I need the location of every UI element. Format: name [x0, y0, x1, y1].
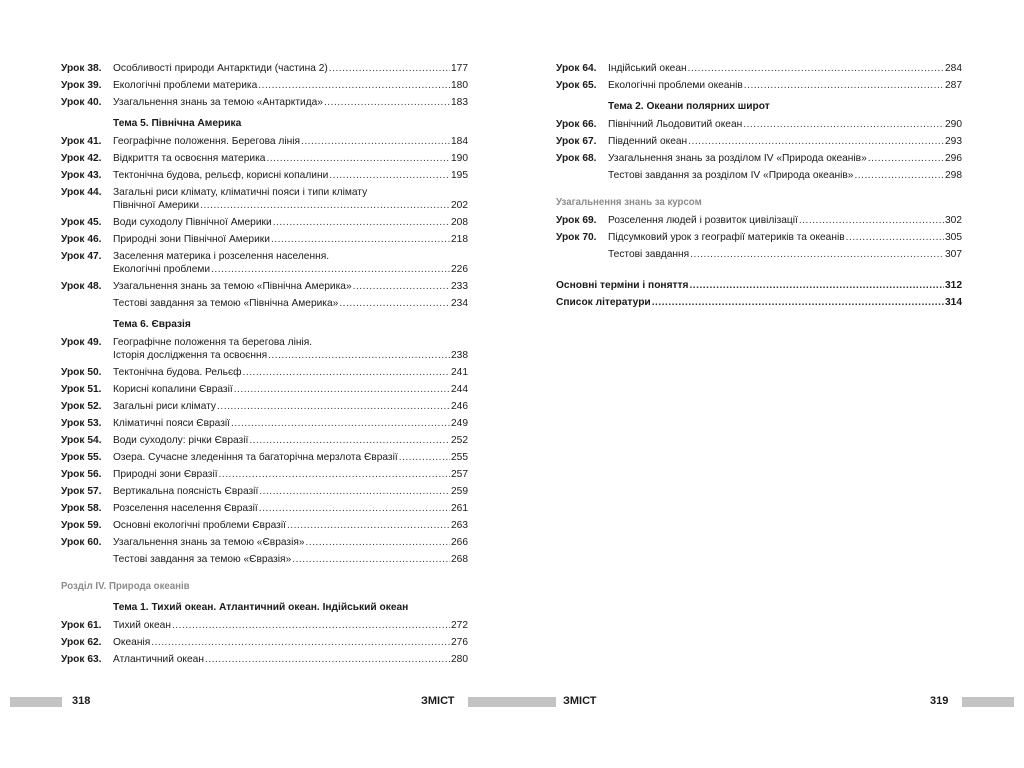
- entry-line: [113, 199, 468, 212]
- entry-text: [113, 553, 468, 566]
- dot-leader: [217, 400, 450, 413]
- entry-line: [113, 280, 468, 293]
- section-heading: Розділ IV. Природа океанів: [61, 580, 190, 592]
- entry-line: [113, 434, 468, 447]
- toc-entry[interactable]: [61, 366, 468, 379]
- left-page-toc: [61, 62, 468, 670]
- entry-line: [113, 297, 468, 310]
- entry-text: [608, 62, 962, 75]
- page-number: 249: [451, 418, 468, 429]
- entry-title: Розселення людей і розвиток цивілізації: [608, 215, 798, 226]
- entry-title: Географічне положення та берегова лінія.: [113, 337, 313, 348]
- topic-heading: Тема 1. Тихий океан. Атлантичний океан. Індійський океан: [113, 602, 409, 613]
- lesson-number: Урок 65.: [556, 80, 597, 91]
- entry-text: [608, 79, 962, 92]
- entry-text: [113, 216, 468, 229]
- entry-line: [113, 79, 468, 92]
- dot-leader: [329, 169, 450, 182]
- page-number: 252: [451, 435, 468, 446]
- entry-title: Південний океан: [608, 136, 688, 147]
- footer-page-number-right: 319: [930, 695, 949, 707]
- entry-text: [113, 434, 468, 447]
- entry-line: [608, 79, 962, 92]
- entry-text: [113, 519, 468, 532]
- entry-text: [113, 280, 468, 293]
- toc-entry[interactable]: [61, 468, 468, 481]
- dot-leader: [271, 233, 450, 246]
- toc-entry[interactable]: [61, 169, 468, 182]
- entry-title: Води суходолу: річки Євразії: [113, 435, 249, 446]
- page-number: 296: [945, 153, 962, 164]
- entry-line: [113, 519, 468, 532]
- entry-text: [113, 468, 468, 481]
- page-number: 180: [451, 80, 468, 91]
- entry-text: [608, 231, 962, 244]
- entry-text: [113, 451, 468, 464]
- entry-line: [113, 502, 468, 515]
- dot-leader: [151, 636, 450, 649]
- right-page-toc: [556, 62, 962, 313]
- entry-title: Тектонічна будова, рельєф, корисні копалини: [113, 170, 329, 181]
- toc-entry[interactable]: [556, 214, 962, 227]
- page-number: 268: [451, 554, 468, 565]
- entry-line: [113, 451, 468, 464]
- lesson-number: Урок 69.: [556, 215, 597, 226]
- entry-title: Підсумковий урок з географії материків та океанів: [608, 232, 845, 243]
- entry-text: [113, 135, 468, 148]
- dot-leader: [399, 451, 450, 464]
- entry-title: Вертикальна поясність Євразії: [113, 486, 259, 497]
- entry-title: Атлантичний океан: [113, 654, 204, 665]
- entry-text: [113, 186, 468, 212]
- page-number: 195: [451, 170, 468, 181]
- lesson-number: Урок 53.: [61, 418, 102, 429]
- dot-leader: [200, 199, 450, 212]
- dot-leader: [266, 152, 450, 165]
- toc-entry[interactable]: [61, 336, 468, 362]
- entry-line: [113, 349, 468, 362]
- dot-leader: [329, 62, 450, 75]
- entry-line: [608, 248, 962, 261]
- entry-text: [556, 296, 962, 309]
- entry-line: [113, 383, 468, 396]
- entry-text: [113, 62, 468, 75]
- lesson-number: Урок 64.: [556, 63, 597, 74]
- toc-entry[interactable]: [61, 553, 468, 566]
- dot-leader: [268, 349, 450, 362]
- entry-title: Тихий океан: [113, 620, 171, 631]
- toc-entry[interactable]: [61, 250, 468, 276]
- footer-title-right: ЗМІСТ: [563, 695, 597, 707]
- page-number: 293: [945, 136, 962, 147]
- entry-title: Узагальнення знань за темою «Євразія»: [113, 537, 305, 548]
- entry-text: [113, 653, 468, 666]
- page-number: 263: [451, 520, 468, 531]
- entry-title: Тестові завдання за темою «Північна Америка»: [113, 298, 339, 309]
- toc-entry[interactable]: [61, 536, 468, 549]
- page-number: 312: [945, 280, 962, 291]
- toc-entry[interactable]: [61, 135, 468, 148]
- toc-entry[interactable]: [61, 485, 468, 498]
- toc-entry[interactable]: [61, 619, 468, 632]
- topic-heading: Тема 6. Євразія: [113, 319, 191, 330]
- page-number: 208: [451, 217, 468, 228]
- toc-entry[interactable]: [61, 434, 468, 447]
- entry-line: [113, 619, 468, 632]
- lesson-number: Урок 51.: [61, 384, 102, 395]
- entry-title: Тестові завдання: [608, 249, 690, 260]
- toc-entry[interactable]: [556, 62, 962, 75]
- entry-title: Загальні риси клімату, кліматичні пояси і типи клімату: [113, 187, 368, 198]
- entry-text: [608, 214, 962, 227]
- lesson-number: Урок 58.: [61, 503, 102, 514]
- toc-entry[interactable]: [61, 653, 468, 666]
- dot-leader: [688, 62, 944, 75]
- entry-text: [113, 233, 468, 246]
- entry-text: [113, 485, 468, 498]
- entry-text: [113, 536, 468, 549]
- dot-leader: [868, 152, 944, 165]
- toc-entry[interactable]: [61, 383, 468, 396]
- toc-entry[interactable]: [61, 216, 468, 229]
- page-number: 190: [451, 153, 468, 164]
- entry-line: [113, 263, 468, 276]
- entry-title: Історія дослідження та освоєння: [113, 350, 268, 361]
- lesson-number: Урок 70.: [556, 232, 597, 243]
- entry-text: [608, 152, 962, 165]
- footer-title-left: ЗМІСТ: [421, 695, 455, 707]
- entry-title: Особливості природи Антарктиди (частина 2): [113, 63, 328, 74]
- entry-text: [113, 366, 468, 379]
- page-number: 177: [451, 63, 468, 74]
- entry-line: [113, 152, 468, 165]
- dot-leader: [689, 279, 944, 292]
- entry-title: Природні зони Північної Америки: [113, 234, 270, 245]
- dot-leader: [287, 519, 450, 532]
- entry-text: [113, 636, 468, 649]
- entry-text: [113, 250, 468, 276]
- dot-leader: [172, 619, 450, 632]
- toc-entry[interactable]: [556, 231, 962, 244]
- dot-leader: [846, 231, 944, 244]
- lesson-number: Урок 49.: [61, 337, 102, 348]
- dot-leader: [243, 366, 450, 379]
- entry-title: Озера. Сучасне зледеніння та багаторічна мерзлота Євразії: [113, 452, 398, 463]
- toc-entry[interactable]: [61, 502, 468, 515]
- page-number: 184: [451, 136, 468, 147]
- page-number: 233: [451, 281, 468, 292]
- entry-title: Екологічні проблеми: [113, 264, 211, 275]
- toc-entry[interactable]: [556, 152, 962, 165]
- toc-entry[interactable]: [556, 169, 962, 182]
- lesson-number: Урок 44.: [61, 187, 102, 198]
- dot-leader: [743, 118, 944, 131]
- toc-entry[interactable]: [61, 297, 468, 310]
- dot-leader: [273, 216, 450, 229]
- entry-line: [608, 169, 962, 182]
- toc-entry[interactable]: [61, 636, 468, 649]
- page-number: 244: [451, 384, 468, 395]
- entry-text: [608, 118, 962, 131]
- dot-leader: [799, 214, 944, 227]
- entry-line: [608, 135, 962, 148]
- entry-title: Тестові завдання за темою «Євразія»: [113, 554, 292, 565]
- footer-bar-left: [10, 697, 62, 707]
- entry-text: [608, 169, 962, 182]
- footer-bar-right: [962, 697, 1014, 707]
- lesson-number: Урок 50.: [61, 367, 102, 378]
- lesson-number: Урок 38.: [61, 63, 102, 74]
- page-number: 202: [451, 200, 468, 211]
- entry-title: Екологічні проблеми материка: [113, 80, 258, 91]
- toc-entry[interactable]: [556, 248, 962, 261]
- dot-leader: [339, 297, 450, 310]
- entry-line: [113, 636, 468, 649]
- lesson-number: Урок 39.: [61, 80, 102, 91]
- dot-leader: [744, 79, 944, 92]
- entry-line: [113, 536, 468, 549]
- lesson-number: Урок 68.: [556, 153, 597, 164]
- toc-entry[interactable]: [61, 400, 468, 413]
- entry-title: Природні зони Євразії: [113, 469, 218, 480]
- topic-heading: Тема 5. Північна Америка: [113, 118, 242, 129]
- entry-line: [113, 336, 468, 349]
- entry-line: [608, 214, 962, 227]
- entry-text: [113, 417, 468, 430]
- lesson-number: Урок 48.: [61, 281, 102, 292]
- entry-line: [113, 135, 468, 148]
- lesson-number: Урок 40.: [61, 97, 102, 108]
- dot-leader: [258, 79, 450, 92]
- page-number: 234: [451, 298, 468, 309]
- dot-leader: [219, 468, 450, 481]
- lesson-number: Урок 61.: [61, 620, 102, 631]
- dot-leader: [231, 417, 450, 430]
- entry-title: Географічне положення. Берегова лінія: [113, 136, 301, 147]
- dot-leader: [292, 553, 450, 566]
- lesson-number: Урок 54.: [61, 435, 102, 446]
- dot-leader: [854, 169, 944, 182]
- dot-leader: [301, 135, 450, 148]
- entry-text: [113, 400, 468, 413]
- lesson-number: Урок 66.: [556, 119, 597, 130]
- entry-title: Узагальнення знань за темою «Північна Америка»: [113, 281, 352, 292]
- entry-line: [113, 400, 468, 413]
- entry-text: [113, 79, 468, 92]
- entry-title: Розселення населення Євразії: [113, 503, 258, 514]
- page-number: 226: [451, 264, 468, 275]
- dot-leader: [353, 280, 450, 293]
- entry-line: [556, 296, 962, 309]
- entry-line: [113, 96, 468, 109]
- toc-entry[interactable]: [61, 417, 468, 430]
- toc-entry[interactable]: [61, 186, 468, 212]
- entry-text: [113, 383, 468, 396]
- entry-title: Основні екологічні проблеми Євразії: [113, 520, 286, 531]
- dot-leader: [259, 485, 450, 498]
- entry-title: Узагальнення знань за розділом IV «Природа океанів»: [608, 153, 867, 164]
- page-number: 183: [451, 97, 468, 108]
- footer-bar-center: [468, 697, 556, 707]
- page-number: 284: [945, 63, 962, 74]
- entry-line: [113, 653, 468, 666]
- entry-line: [556, 279, 962, 292]
- dot-leader: [690, 248, 944, 261]
- entry-text: [608, 135, 962, 148]
- page-number: 314: [945, 297, 962, 308]
- page-number: 266: [451, 537, 468, 548]
- entry-line: [113, 553, 468, 566]
- entry-text: [608, 248, 962, 261]
- entry-title: Узагальнення знань за темою «Антарктида»: [113, 97, 323, 108]
- entry-title: Північний Льодовитий океан: [608, 119, 743, 130]
- entry-title: Океанія: [113, 637, 151, 648]
- entry-line: [113, 233, 468, 246]
- entry-title: Основні терміни і поняття: [556, 280, 689, 291]
- entry-line: [113, 468, 468, 481]
- entry-text: [113, 297, 468, 310]
- dot-leader: [652, 296, 944, 309]
- entry-line: [113, 366, 468, 379]
- entry-line: [608, 231, 962, 244]
- entry-title: Індійський океан: [608, 63, 687, 74]
- page-number: 305: [945, 232, 962, 243]
- lesson-number: Урок 55.: [61, 452, 102, 463]
- entry-line: [113, 169, 468, 182]
- entry-text: [113, 336, 468, 362]
- toc-summary-entry[interactable]: [556, 296, 962, 309]
- entry-title: Список літератури: [556, 297, 651, 308]
- page-number: 257: [451, 469, 468, 480]
- lesson-number: Урок 57.: [61, 486, 102, 497]
- page-number: 276: [451, 637, 468, 648]
- toc-entry[interactable]: [61, 62, 468, 75]
- toc-entry[interactable]: [61, 451, 468, 464]
- entry-title: Корисні копалини Євразії: [113, 384, 233, 395]
- lesson-number: Урок 59.: [61, 520, 102, 531]
- entry-text: [113, 96, 468, 109]
- dot-leader: [205, 653, 450, 666]
- toc-entry[interactable]: [556, 135, 962, 148]
- toc-entry[interactable]: [556, 118, 962, 131]
- entry-line: [113, 62, 468, 75]
- lesson-number: Урок 62.: [61, 637, 102, 648]
- lesson-number: Урок 63.: [61, 654, 102, 665]
- dot-leader: [306, 536, 450, 549]
- entry-line: [113, 216, 468, 229]
- page-number: 280: [451, 654, 468, 665]
- page-number: 241: [451, 367, 468, 378]
- entry-line: [608, 62, 962, 75]
- toc-entry[interactable]: [61, 280, 468, 293]
- entry-text: [113, 502, 468, 515]
- entry-title: Кліматичні пояси Євразії: [113, 418, 231, 429]
- entry-line: [608, 118, 962, 131]
- lesson-number: Урок 45.: [61, 217, 102, 228]
- toc-entry[interactable]: [61, 152, 468, 165]
- lesson-number: Урок 46.: [61, 234, 102, 245]
- page-number: 259: [451, 486, 468, 497]
- lesson-number: Урок 60.: [61, 537, 102, 548]
- dot-leader: [234, 383, 450, 396]
- entry-title: Тестові завдання за розділом IV «Природа океанів»: [608, 170, 854, 181]
- dot-leader: [688, 135, 944, 148]
- page-number: 302: [945, 215, 962, 226]
- toc-entry[interactable]: [556, 79, 962, 92]
- lesson-number: Урок 52.: [61, 401, 102, 412]
- page-number: 307: [945, 249, 962, 260]
- footer-page-number-left: 318: [72, 695, 91, 707]
- entry-title: Заселення материка і розселення населення.: [113, 251, 330, 262]
- page-number: 290: [945, 119, 962, 130]
- toc-summary-entry[interactable]: [556, 279, 962, 292]
- page-number: 272: [451, 620, 468, 631]
- dot-leader: [211, 263, 450, 276]
- lesson-number: Урок 42.: [61, 153, 102, 164]
- lesson-number: Урок 67.: [556, 136, 597, 147]
- entry-text: [113, 169, 468, 182]
- page-number: 246: [451, 401, 468, 412]
- dot-leader: [249, 434, 450, 447]
- topic-heading: Тема 2. Океани полярних широт: [608, 101, 770, 112]
- entry-title: Відкриття та освоєння материка: [113, 153, 266, 164]
- entry-text: [556, 279, 962, 292]
- entry-line: [113, 417, 468, 430]
- dot-leader: [259, 502, 450, 515]
- page-number: 261: [451, 503, 468, 514]
- page-number: 298: [945, 170, 962, 181]
- toc-entry[interactable]: [61, 96, 468, 109]
- page-number: 287: [945, 80, 962, 91]
- toc-entry[interactable]: [61, 519, 468, 532]
- entry-title: Тектонічна будова. Рельєф: [113, 367, 242, 378]
- entry-text: [113, 619, 468, 632]
- lesson-number: Урок 47.: [61, 251, 102, 262]
- spacer: [556, 265, 962, 279]
- entry-title: Загальні риси клімату: [113, 401, 217, 412]
- entry-line: [608, 152, 962, 165]
- dot-leader: [324, 96, 450, 109]
- entry-line: [113, 250, 468, 263]
- lesson-number: Урок 43.: [61, 170, 102, 181]
- entry-title: Екологічні проблеми океанів: [608, 80, 743, 91]
- entry-line: [113, 485, 468, 498]
- entry-title: Води суходолу Північної Америки: [113, 217, 272, 228]
- toc-entry[interactable]: [61, 79, 468, 92]
- page-number: 238: [451, 350, 468, 361]
- entry-line: [113, 186, 468, 199]
- page-number: 218: [451, 234, 468, 245]
- lesson-number: Урок 56.: [61, 469, 102, 480]
- toc-entry[interactable]: [61, 233, 468, 246]
- entry-text: [113, 152, 468, 165]
- page-number: 255: [451, 452, 468, 463]
- lesson-number: Урок 41.: [61, 136, 102, 147]
- section-heading: Узагальнення знань за курсом: [556, 196, 702, 208]
- entry-title: Північної Америки: [113, 200, 200, 211]
